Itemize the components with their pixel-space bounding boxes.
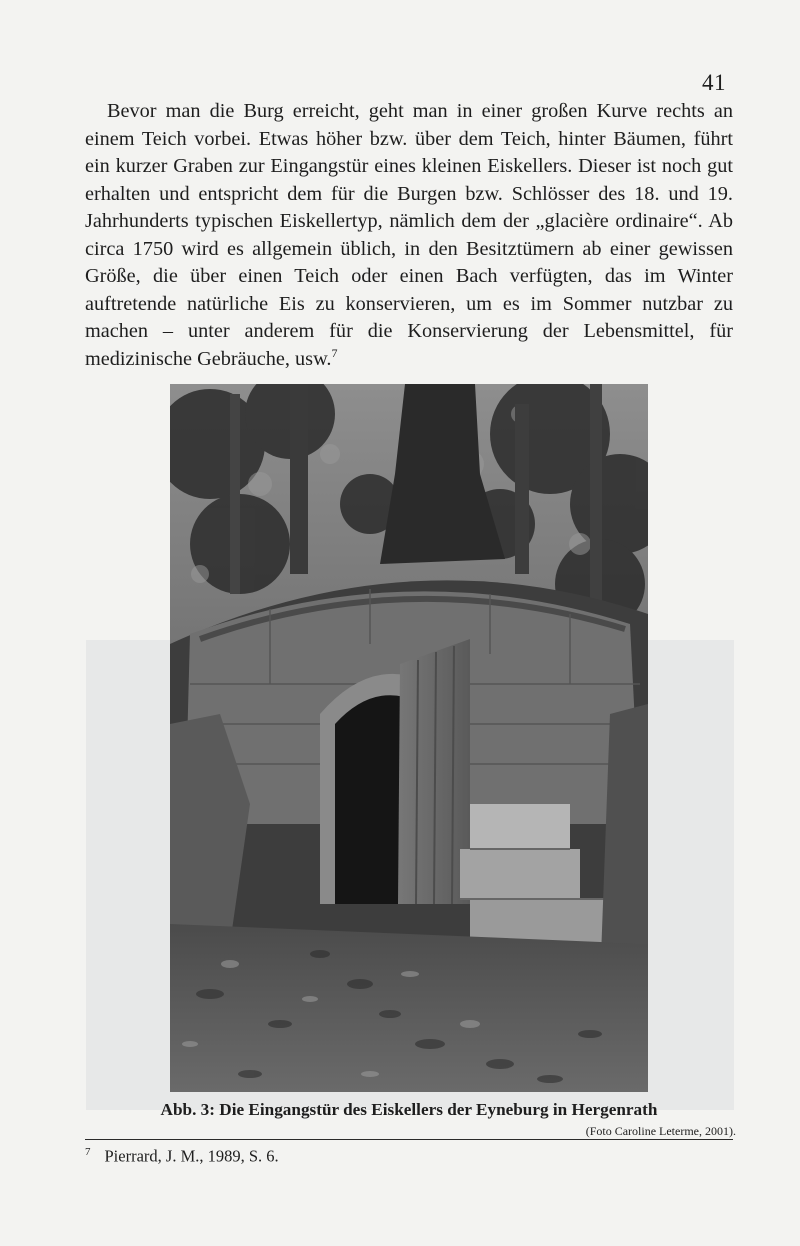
ice-cellar-photo xyxy=(170,384,648,1092)
page-number: 41 xyxy=(702,70,726,95)
footnote-reference: 7 xyxy=(331,345,338,360)
paragraph-text: Bevor man die Burg erreicht, geht man in einer großen Kurve rechts an einem Teich vorbei. Etwas höher bzw. über dem Teich, hinter Bäumen, führt ein kurzer Graben zur Eingangstür eines kleinen Eiskellers. Dieser ist noch gut erhalten und entspricht dem für die Burgen bzw. Schlösser des 18. und 19. Jahrhunderts typischen Eiskellertyp, nämlich dem der „glacière ordinaire“. Ab circa 1750 wird es allgemein üblich, in den Besitztümern ab einer gewissen Größe, die über einen Teich oder einen Bach verfügten, das im Winter auftretende natürliche Eis zu konservieren, um es im Sommer nutzbar zu machen – unter anderem für die Konservierung der Lebensmittel, für medizinische Gebräuche, usw. xyxy=(85,100,733,370)
footnote-number: 7 xyxy=(85,1146,91,1158)
body-paragraph xyxy=(85,98,733,373)
footnote xyxy=(85,1146,279,1167)
photo-credit: (Foto Caroline Leterme, 2001). xyxy=(585,1124,736,1138)
footnote-text: Pierrard, J. M., 1989, S. 6. xyxy=(104,1146,279,1166)
figure-caption: Abb. 3: Die Eingangstür des Eiskellers der Eyneburg in Hergenrath xyxy=(160,1100,658,1119)
footnote-divider xyxy=(85,1139,733,1140)
